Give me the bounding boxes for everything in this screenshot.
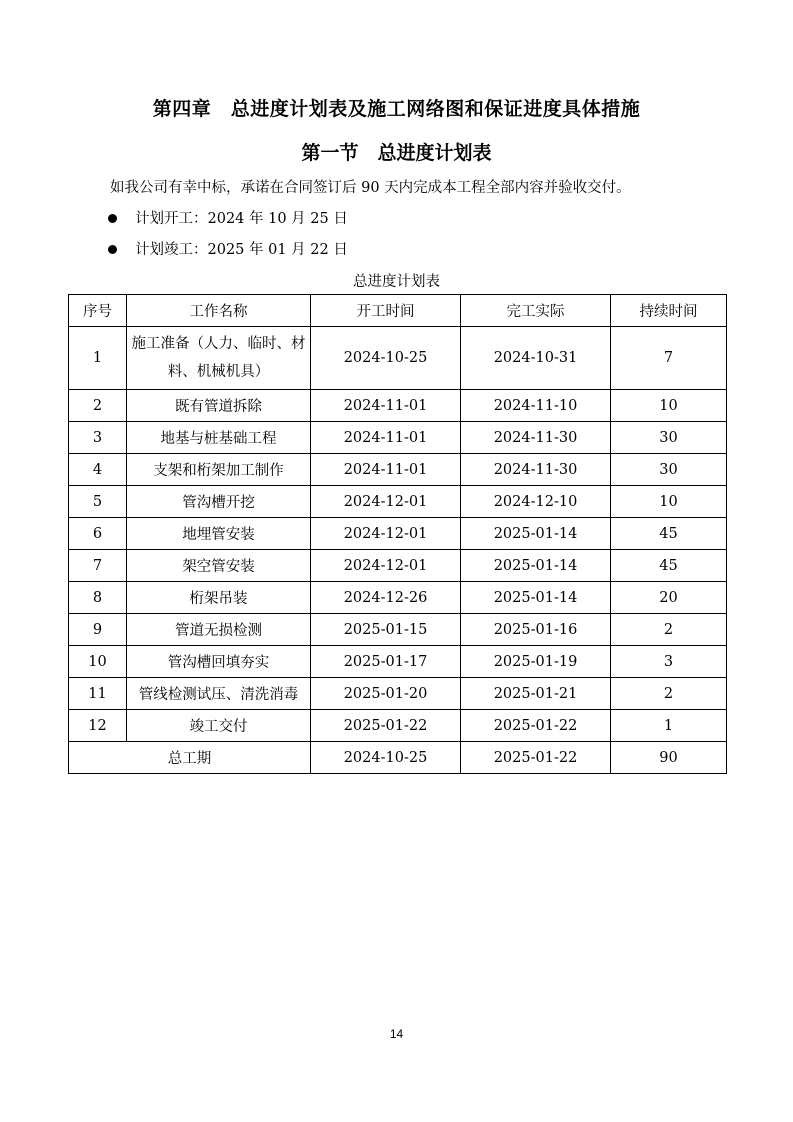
header-no: 序号 bbox=[69, 295, 127, 327]
bullet-dot-icon bbox=[108, 214, 117, 223]
cell-no: 1 bbox=[69, 327, 127, 390]
cell-no: 11 bbox=[69, 678, 127, 710]
header-task-name: 工作名称 bbox=[127, 295, 311, 327]
bullet-planned-completion bbox=[108, 238, 348, 259]
header-start-date: 开工时间 bbox=[311, 295, 461, 327]
cell-start: 2024-11-01 bbox=[311, 390, 461, 422]
cell-task-name: 竣工交付 bbox=[127, 710, 311, 742]
header-end-date: 完工实际 bbox=[461, 295, 611, 327]
cell-task-name: 施工准备（人力、临时、材料、机械机具） bbox=[127, 327, 311, 390]
cell-start: 2025-01-20 bbox=[311, 678, 461, 710]
cell-task-name: 既有管道拆除 bbox=[127, 390, 311, 422]
cell-start: 2024-12-01 bbox=[311, 518, 461, 550]
cell-total-label: 总工期 bbox=[69, 742, 311, 774]
cell-end: 2024-12-10 bbox=[461, 486, 611, 518]
table-total-row bbox=[69, 742, 727, 774]
cell-duration: 45 bbox=[611, 518, 727, 550]
table-row bbox=[69, 710, 727, 742]
cell-start: 2024-10-25 bbox=[311, 327, 461, 390]
cell-end: 2025-01-14 bbox=[461, 518, 611, 550]
cell-end: 2024-11-30 bbox=[461, 454, 611, 486]
cell-end: 2024-11-30 bbox=[461, 422, 611, 454]
cell-no: 4 bbox=[69, 454, 127, 486]
cell-duration: 20 bbox=[611, 582, 727, 614]
table-row bbox=[69, 550, 727, 582]
cell-end: 2025-01-19 bbox=[461, 646, 611, 678]
cell-task-name: 地基与桩基础工程 bbox=[127, 422, 311, 454]
cell-task-name: 支架和桁架加工制作 bbox=[127, 454, 311, 486]
bullet-planned-start bbox=[108, 207, 348, 228]
table-row bbox=[69, 454, 727, 486]
cell-duration: 10 bbox=[611, 390, 727, 422]
cell-end: 2025-01-14 bbox=[461, 550, 611, 582]
cell-no: 12 bbox=[69, 710, 127, 742]
section-title: 第一节 总进度计划表 bbox=[301, 142, 492, 164]
cell-no: 2 bbox=[69, 390, 127, 422]
cell-total-duration: 90 bbox=[611, 742, 727, 774]
table-row bbox=[69, 646, 727, 678]
table-row bbox=[69, 327, 727, 390]
table-header-row bbox=[69, 295, 727, 327]
cell-no: 8 bbox=[69, 582, 127, 614]
cell-start: 2025-01-15 bbox=[311, 614, 461, 646]
table-row bbox=[69, 678, 727, 710]
schedule-table bbox=[68, 294, 727, 774]
cell-task-name: 桁架吊装 bbox=[127, 582, 311, 614]
cell-start: 2024-12-01 bbox=[311, 550, 461, 582]
cell-task-name: 管道无损检测 bbox=[127, 614, 311, 646]
table-row bbox=[69, 518, 727, 550]
cell-no: 3 bbox=[69, 422, 127, 454]
cell-total-end: 2025-01-22 bbox=[461, 742, 611, 774]
cell-task-name: 架空管安装 bbox=[127, 550, 311, 582]
cell-no: 7 bbox=[69, 550, 127, 582]
cell-end: 2025-01-21 bbox=[461, 678, 611, 710]
cell-start: 2024-12-26 bbox=[311, 582, 461, 614]
cell-duration: 2 bbox=[611, 614, 727, 646]
cell-start: 2024-11-01 bbox=[311, 454, 461, 486]
header-duration: 持续时间 bbox=[611, 295, 727, 327]
cell-no: 9 bbox=[69, 614, 127, 646]
cell-start: 2024-12-01 bbox=[311, 486, 461, 518]
cell-duration: 7 bbox=[611, 327, 727, 390]
cell-duration: 10 bbox=[611, 486, 727, 518]
cell-task-name: 管沟槽回填夯实 bbox=[127, 646, 311, 678]
bullet-text: 计划开工：2024 年 10 月 25 日 bbox=[135, 211, 348, 227]
page-number: 14 bbox=[389, 1027, 404, 1041]
cell-task-name: 管线检测试压、清洗消毒 bbox=[127, 678, 311, 710]
cell-end: 2025-01-22 bbox=[461, 710, 611, 742]
cell-no: 5 bbox=[69, 486, 127, 518]
cell-duration: 30 bbox=[611, 422, 727, 454]
table-caption: 总进度计划表 bbox=[353, 274, 440, 290]
cell-no: 6 bbox=[69, 518, 127, 550]
bullet-dot-icon bbox=[108, 245, 117, 254]
cell-duration: 3 bbox=[611, 646, 727, 678]
cell-no: 10 bbox=[69, 646, 127, 678]
intro-paragraph: 如我公司有幸中标，承诺在合同签订后 90 天内完成本工程全部内容并验收交付。 bbox=[110, 180, 631, 196]
cell-end: 2024-11-10 bbox=[461, 390, 611, 422]
cell-duration: 1 bbox=[611, 710, 727, 742]
table-row bbox=[69, 614, 727, 646]
table-row bbox=[69, 390, 727, 422]
cell-start: 2025-01-22 bbox=[311, 710, 461, 742]
table-row bbox=[69, 582, 727, 614]
cell-end: 2024-10-31 bbox=[461, 327, 611, 390]
cell-duration: 30 bbox=[611, 454, 727, 486]
cell-task-name: 地埋管安装 bbox=[127, 518, 311, 550]
chapter-title: 第四章 总进度计划表及施工网络图和保证进度具体措施 bbox=[152, 98, 641, 120]
cell-start: 2025-01-17 bbox=[311, 646, 461, 678]
cell-end: 2025-01-14 bbox=[461, 582, 611, 614]
cell-total-start: 2024-10-25 bbox=[311, 742, 461, 774]
table-row bbox=[69, 486, 727, 518]
table-row bbox=[69, 422, 727, 454]
cell-duration: 2 bbox=[611, 678, 727, 710]
cell-end: 2025-01-16 bbox=[461, 614, 611, 646]
bullet-text: 计划竣工：2025 年 01 月 22 日 bbox=[135, 242, 348, 258]
cell-start: 2024-11-01 bbox=[311, 422, 461, 454]
cell-duration: 45 bbox=[611, 550, 727, 582]
cell-task-name: 管沟槽开挖 bbox=[127, 486, 311, 518]
